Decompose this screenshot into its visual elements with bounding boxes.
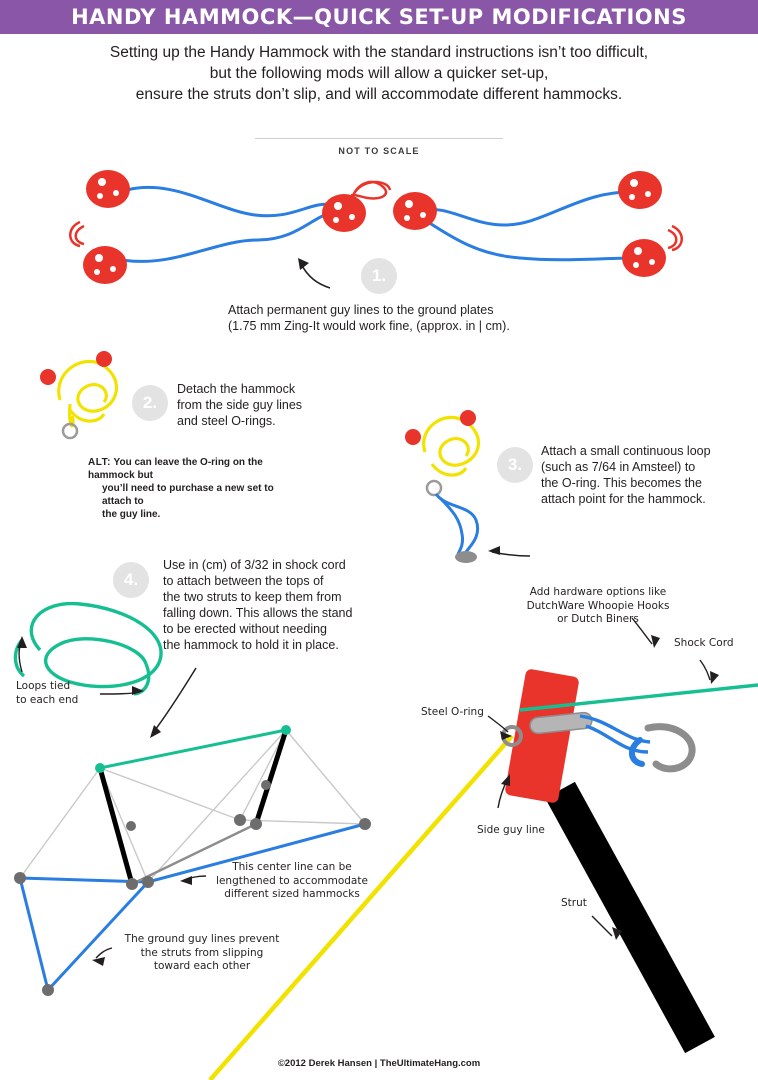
scale-note: NOT TO SCALE [338,146,420,156]
step-3-line-3: the O-ring. This becomes the [541,476,702,490]
step-4-line-6: the hammock to hold it in place. [163,638,339,652]
footer-copyright [0,1058,758,1069]
loops-tied-line-1: Loops tied [16,680,71,692]
step-2-line-3: and steel O-rings. [177,414,276,428]
intro-line-2: but the following mods will allow a quicker set-up, [209,65,549,82]
step-1-text [228,302,558,334]
center-line-text-2: lengthened to accommodate [216,874,368,887]
alt-note-text-1: You can leave the O-ring on the hammock but [88,457,263,481]
hardware-options-line-3: or Dutch Biners [557,613,639,625]
center-line-text-3: different sized hammocks [224,888,360,900]
step-2-text [177,381,357,429]
step3-illustration [405,410,530,563]
step-4-line-4: falling down. This allows the stand [163,606,353,620]
intro-text [40,42,718,105]
callout-shock-cord: Shock Cord [674,637,734,649]
step-3-line-4: attach point for the hammock. [541,492,706,506]
callout-strut: Strut [561,897,587,909]
center-line-text-1: This center line can be [232,861,352,873]
step-number-2: 2. [132,385,168,421]
alt-tag: ALT: [88,457,111,468]
alt-note-line-1 [88,456,303,482]
divider [255,138,503,139]
header-bar [0,0,758,34]
step2-illustration [40,351,116,438]
ground-guy-lines-text-3: toward each other [153,960,251,972]
callout-hardware-options [512,586,684,627]
step-number-4: 4. [113,562,149,598]
ground-guy-lines-text-1: The ground guy lines prevent [124,933,280,945]
hardware-options-line-1: Add hardware options like [529,586,667,598]
callout-center-line [212,861,372,902]
step-4-text [163,557,413,653]
intro-line-3: ensure the struts don’t slip, and will accommodate different hammocks. [135,86,623,103]
step-1-line-1: Attach permanent guy lines to the ground plates [228,303,494,317]
step-1-line-2: (1.75 mm Zing-It would work fine, (approx. in | cm). [228,319,510,333]
callout-loops-tied [16,680,78,707]
callout-side-guy-line: Side guy line [477,824,545,836]
loops-tied-line-2: to each end [16,693,79,706]
copyright-text: ©2012 Derek Hansen | TheUltimateHang.com [277,1058,481,1069]
alt-note-line-2: you’ll need to purchase a new set to attach to [102,483,274,507]
hardware-options-line-2: DutchWare Whoopie Hooks [526,599,670,612]
step-2-line-1: Detach the hammock [177,382,296,396]
ground-guy-lines-text-2: the struts from slipping [140,946,264,959]
intro-line-1: Setting up the Handy Hammock with the standard instructions isn’t too difficult, [109,44,649,61]
step-4-line-3: the two struts to keep them from [163,590,342,604]
step-number-3: 3. [497,447,533,483]
step-3-line-2: (such as 7/64 in Amsteel) to [541,460,696,474]
step-number-1: 1. [361,258,397,294]
step-4-line-2: to attach between the tops of [163,574,324,588]
alt-note-line-3: the guy line. [102,509,161,520]
strut-head-detail [210,618,758,1080]
step-3-text [541,443,741,507]
step-2-line-2: from the side guy lines [177,398,303,412]
step-4-line-1: Use in (cm) of 3/32 in shock cord [163,558,346,572]
step-3-line-1: Attach a small continuous loop [541,444,711,458]
alt-note [88,456,303,521]
callout-ground-guy-lines [112,933,292,974]
callout-steel-oring: Steel O-ring [421,706,484,718]
page-title: HANDY HAMMOCK—QUICK SET-UP MODIFICATIONS [71,5,687,29]
step-4-line-5: to be erected without needing [163,622,328,636]
